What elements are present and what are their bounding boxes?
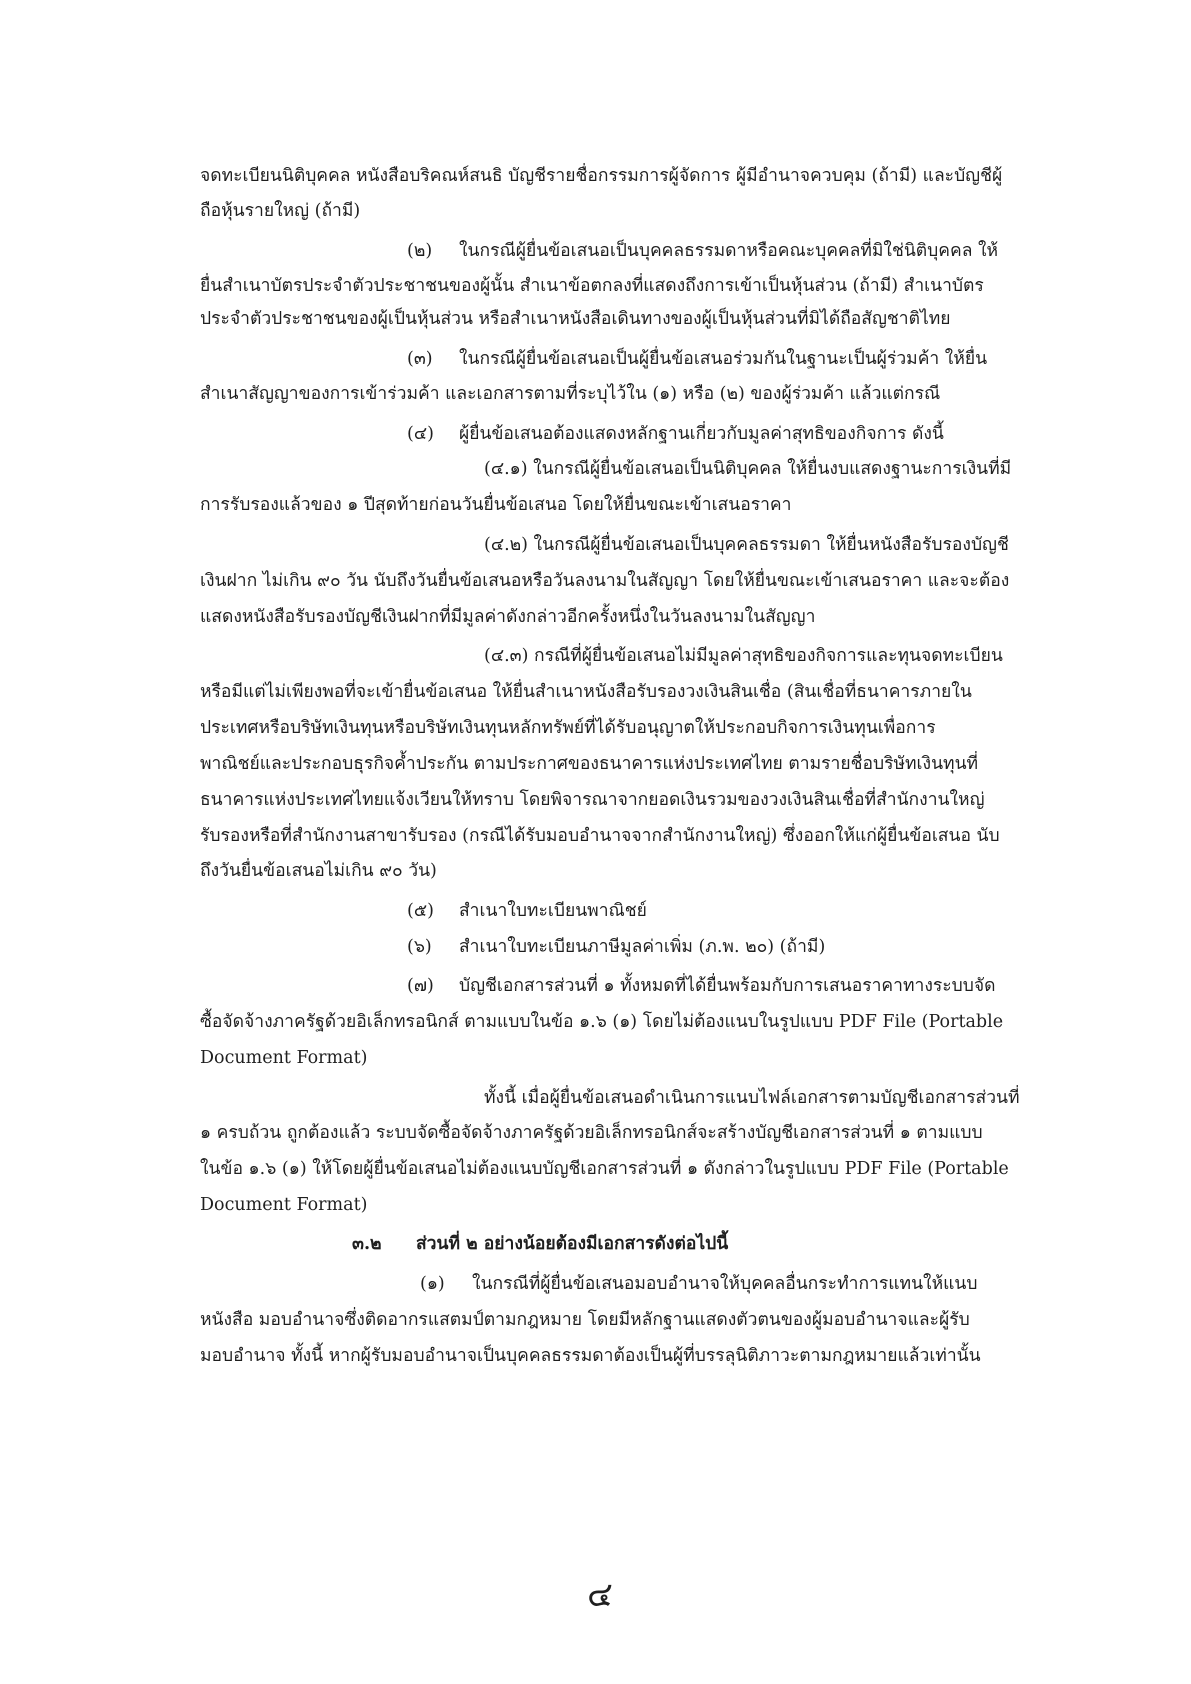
text-line: ถึงวันยื่นข้อเสนอไม่เกิน ๙๐ วัน): [200, 861, 437, 881]
item-number: (๑): [420, 1274, 445, 1294]
item-number: (๓): [407, 349, 433, 369]
item-number: (๔): [407, 424, 434, 444]
text-line: (๔.๓) กรณีที่ผู้ยื่นข้อเสนอไม่มีมูลค่าสุทธิของกิจการและทุนจดทะเบียน: [484, 646, 1003, 666]
list-item-6: [407, 933, 1087, 961]
text-line: ในข้อ ๑.๖ (๑) ให้โดยผู้ยื่นข้อเสนอไม่ต้องแนบบัญชีเอกสารส่วนที่ ๑ ดังกล่าวในรูปแบบ PDF File (Portable: [200, 1159, 1009, 1179]
text-line: Document Format): [200, 1048, 368, 1068]
text-line: เงินฝาก ไม่เกิน ๙๐ วัน นับถึงวันยื่นข้อเสนอหรือวันลงนามในสัญญา โดยให้ยื่นขณะเข้าเสนอราคา และจะต้อง: [200, 571, 1010, 591]
item-number: (๕): [407, 901, 434, 921]
text-line: มอบอำนาจ ทั้งนี้ หากผู้รับมอบอำนาจเป็นบุคคลธรรมดาต้องเป็นผู้ที่บรรลุนิติภาวะตามกฎหมายแล้วเท่านั้น: [200, 1346, 981, 1366]
text-line: Document Format): [200, 1195, 368, 1215]
item-text: สำเนาใบทะเบียนภาษีมูลค่าเพิ่ม (ภ.พ. ๒๐) (ถ้ามี): [459, 937, 826, 957]
text-line: (๔.๑) ในกรณีผู้ยื่นข้อเสนอเป็นนิติบุคคล ให้ยื่นงบแสดงฐานะการเงินที่มี: [484, 459, 1012, 479]
text-line: พาณิชย์และประกอบธุรกิจค้ำประกัน ตามประกาศของธนาคารแห่งประเทศไทย ตามรายชื่อบริษัทเงินทุนที่: [200, 754, 979, 774]
item-text: ในกรณีผู้ยื่นข้อเสนอเป็นบุคคลธรรมดาหรือคณะบุคคลที่มิใช่นิติบุคคล ให้: [459, 241, 999, 261]
text-line: (๔.๒) ในกรณีผู้ยื่นข้อเสนอเป็นบุคคลธรรมดา ให้ยื่นหนังสือรับรองบัญชี: [484, 535, 1009, 555]
text-line: หรือมีแต่ไม่เพียงพอที่จะเข้ายื่นข้อเสนอ ให้ยื่นสำเนาหนังสือรับรองวงเงินสินเชื่อ (สินเชื่อที่ธนาคารภายใน: [200, 682, 972, 702]
text-line: จดทะเบียนนิติบุคคล หนังสือบริคณห์สนธิ บัญชีรายชื่อกรรมการผู้จัดการ ผู้มีอำนาจควบคุม (ถ้ามี) และบัญชีผู้: [200, 166, 1003, 186]
list-item-1: [420, 1270, 1080, 1298]
list-item-5: [407, 897, 1087, 925]
text-line: ทั้งนี้ เมื่อผู้ยื่นข้อเสนอดำเนินการแนบไฟล์เอกสารตามบัญชีเอกสารส่วนที่: [484, 1088, 1020, 1108]
text-line: ยื่นสำเนาบัตรประจำตัวประชาชนของผู้นั้น สำเนาข้อตกลงที่แสดงถึงการเข้าเป็นหุ้นส่วน (ถ้ามี) สำเนาบัตร: [200, 276, 984, 296]
list-item-3: [407, 345, 1087, 373]
section-number: ๓.๒: [352, 1234, 382, 1254]
text-line: ประเทศหรือบริษัทเงินทุนหรือบริษัทเงินทุนหลักทรัพย์ที่ได้รับอนุญาตให้ประกอบกิจการเงินทุนเพื่อการ: [200, 718, 936, 738]
text-line: หนังสือ มอบอำนาจซึ่งติดอากรแสตมป์ตามกฎหมาย โดยมีหลักฐานแสดงตัวตนของผู้มอบอำนาจและผู้รับ: [200, 1310, 970, 1330]
text-line: แสดงหนังสือรับรองบัญชีเงินฝากที่มีมูลค่าดังกล่าวอีกครั้งหนึ่งในวันลงนามในสัญญา: [200, 607, 816, 627]
list-item-7: [407, 972, 1087, 1000]
text-line: ซื้อจัดจ้างภาครัฐด้วยอิเล็กทรอนิกส์ ตามแบบในข้อ ๑.๖ (๑) โดยไม่ต้องแนบในรูปแบบ PDF File (Portable: [200, 1012, 1004, 1032]
list-item-4: [407, 420, 1087, 448]
text-line: สำเนาสัญญาของการเข้าร่วมค้า และเอกสารตามที่ระบุไว้ใน (๑) หรือ (๒) ของผู้ร่วมค้า แล้วแต่กรณี: [200, 384, 941, 404]
item-text: ผู้ยื่นข้อเสนอต้องแสดงหลักฐานเกี่ยวกับมูลค่าสุทธิของกิจการ ดังนี้: [459, 424, 944, 444]
text-line: ๑ ครบถ้วน ถูกต้องแล้ว ระบบจัดซื้อจัดจ้างภาครัฐด้วยอิเล็กทรอนิกส์จะสร้างบัญชีเอกสารส่วนที่ ๑ ตามแบบ: [200, 1123, 983, 1143]
item-number: (๖): [407, 937, 432, 957]
text-line: ธนาคารแห่งประเทศไทยแจ้งเวียนให้ทราบ โดยพิจารณาจากยอดเงินรวมของวงเงินสินเชื่อที่สำนักงานใหญ่: [200, 790, 985, 810]
text-line: รับรองหรือที่สำนักงานสาขารับรอง (กรณีได้รับมอบอำนาจจากสำนักงานใหญ่) ซึ่งออกให้แก่ผู้ยื่นข้อเสนอ นับ: [200, 826, 1000, 846]
item-text: ในกรณีผู้ยื่นข้อเสนอเป็นผู้ยื่นข้อเสนอร่วมกันในฐานะเป็นผู้ร่วมค้า ให้ยื่น: [459, 349, 988, 369]
text-line: ถือหุ้นรายใหญ่ (ถ้ามี): [200, 201, 361, 221]
item-number: (๒): [407, 241, 433, 261]
text-line: ประจำตัวประชาชนของผู้เป็นหุ้นส่วน หรือสำเนาหนังสือเดินทางของผู้เป็นหุ้นส่วนที่มิได้ถือสัญชาติไทย: [200, 309, 951, 329]
item-text: ในกรณีที่ผู้ยื่นข้อเสนอมอบอำนาจให้บุคคลอื่นกระทำการแทนให้แนบ: [472, 1274, 978, 1294]
list-item-2: [407, 237, 1087, 265]
text-line: การรับรองแล้วของ ๑ ปีสุดท้ายก่อนวันยื่นข้อเสนอ โดยให้ยื่นขณะเข้าเสนอราคา: [200, 495, 792, 515]
item-text: สำเนาใบทะเบียนพาณิชย์: [459, 901, 647, 921]
item-number: (๗): [407, 976, 434, 996]
section-title: ส่วนที่ ๒ อย่างน้อยต้องมีเอกสารดังต่อไปนี้: [416, 1234, 729, 1254]
section-heading: [352, 1230, 1052, 1258]
item-text: บัญชีเอกสารส่วนที่ ๑ ทั้งหมดที่ได้ยื่นพร้อมกับการเสนอราคาทางระบบจัด: [459, 976, 996, 996]
page-number: ๔: [587, 1575, 613, 1615]
